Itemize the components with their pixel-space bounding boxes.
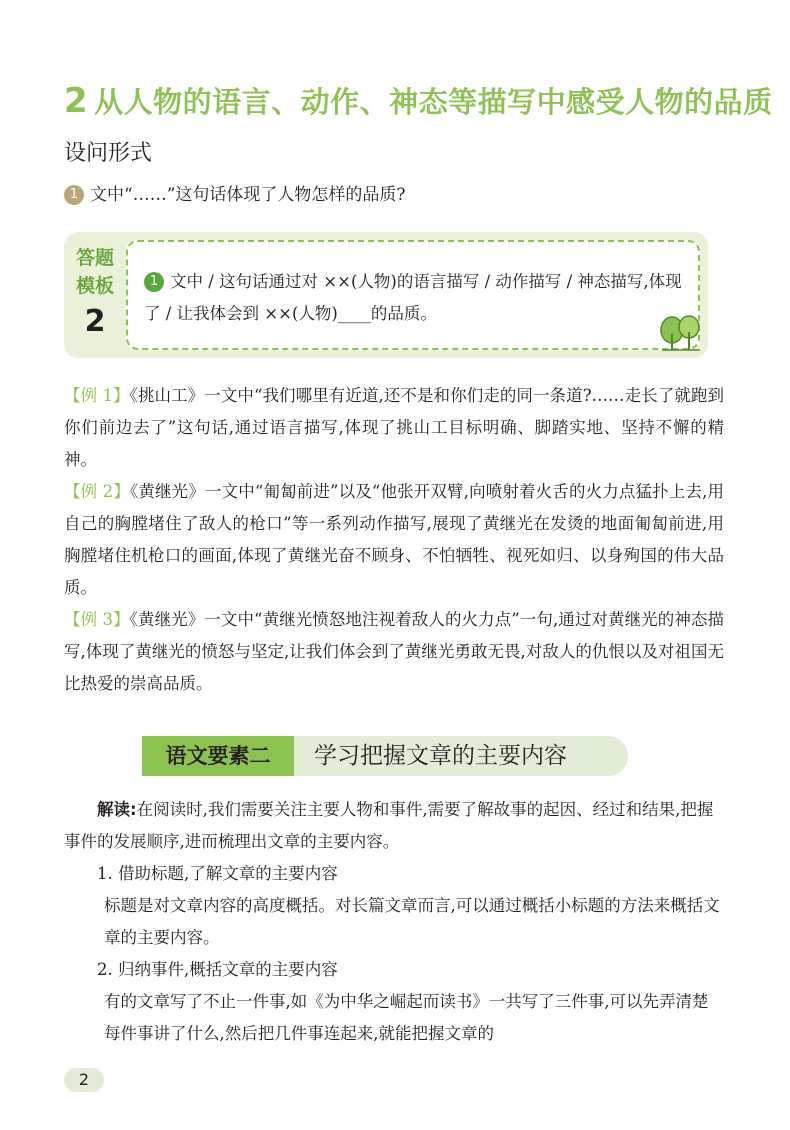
question-text: 文中“……”这句话体现了人物怎样的品质? bbox=[90, 185, 406, 205]
example-3 bbox=[64, 604, 724, 700]
example-2 bbox=[64, 476, 724, 604]
method-heading: 1. 借助标题,了解文章的主要内容 bbox=[97, 864, 338, 883]
tree-icon bbox=[658, 314, 702, 352]
question-form-label: 设问形式 bbox=[64, 141, 153, 166]
method-heading: 2. 归纳事件,概括文章的主要内容 bbox=[97, 960, 338, 979]
template-label-number: 2 bbox=[84, 304, 106, 339]
template-label-top: 答题 bbox=[75, 247, 114, 269]
method-body: 标题是对文章内容的高度概括。对长篇文章而言,可以通过概括小标题的方法来概括文章的主要内容。 bbox=[104, 896, 720, 947]
example-tag: 【例 1】 bbox=[64, 386, 130, 405]
example-tag: 【例 3】 bbox=[64, 610, 130, 629]
answer-template-box bbox=[64, 232, 708, 358]
example-text: 《黄继光》一文中“匍匐前进”以及“他张开双臂,向喷射着火舌的火力点猛扑上去,用自己的胸膛堵住了敌人的枪口”等一系列动作描写,展现了黄继光在发烫的地面匍匐前进,用胸膛堵住机枪口的画面,体现了黄继光奋不顾身、不怕牺牲、视死如归、以身殉国的伟大品质。 bbox=[64, 482, 724, 597]
section-title-text: 从人物的语言、动作、神态等描写中感受人物的品质 bbox=[94, 85, 773, 119]
template-label-mid: 模板 bbox=[75, 275, 114, 297]
method-body: 有的文章写了不止一件事,如《为中华之崛起而读书》一共写了三件事,可以先弄清楚每件事讲了什么,然后把几件事连起来,就能把握文章的 bbox=[104, 992, 709, 1043]
example-1 bbox=[64, 380, 724, 476]
section-title bbox=[64, 80, 773, 121]
example-text: 《挑山工》一文中“我们哪里有近道,还不是和你们走的同一条道?……走长了就跑到你们前边去了”这句话,通过语言描写,体现了挑山工目标明确、脚踏实地、坚持不懈的精神。 bbox=[64, 386, 724, 469]
reading-text: 在阅读时,我们需要关注主要人物和事件,需要了解故事的起因、经过和结果,把握事件的发展顺序,进而梳理出文章的主要内容。 bbox=[64, 800, 714, 851]
question-number-badge: 1 bbox=[64, 185, 84, 205]
template-item-badge: 1 bbox=[144, 272, 164, 292]
section-number: 2 bbox=[64, 81, 89, 121]
page-number: 2 bbox=[64, 1068, 104, 1092]
element-banner bbox=[142, 736, 628, 776]
reading-block bbox=[64, 794, 724, 1050]
example-text: 《黄继光》一文中“黄继光愤怒地注视着敌人的火力点”一句,通过对黄继光的神态描写,体现了黄继光的愤怒与坚定,让我们体会到了黄继光勇敢无畏,对敌人的仇恨以及对祖国无比热爱的崇高品质。 bbox=[64, 610, 724, 693]
template-item-text: 文中 / 这句话通过对 ××(人物)的语言描写 / 动作描写 / 神态描写,体现了 / 让我体会到 ××(人物)____的品质。 bbox=[144, 272, 682, 323]
reading-intro bbox=[64, 794, 724, 858]
examples-block bbox=[64, 380, 724, 700]
template-text bbox=[144, 266, 689, 330]
template-content-frame bbox=[126, 240, 700, 350]
example-tag: 【例 2】 bbox=[64, 482, 130, 501]
reading-label: 解读: bbox=[97, 800, 137, 819]
question-line bbox=[64, 180, 406, 205]
element-tag: 语文要素二 bbox=[142, 736, 294, 776]
element-title: 学习把握文章的主要内容 bbox=[314, 743, 567, 769]
template-label bbox=[64, 244, 126, 342]
